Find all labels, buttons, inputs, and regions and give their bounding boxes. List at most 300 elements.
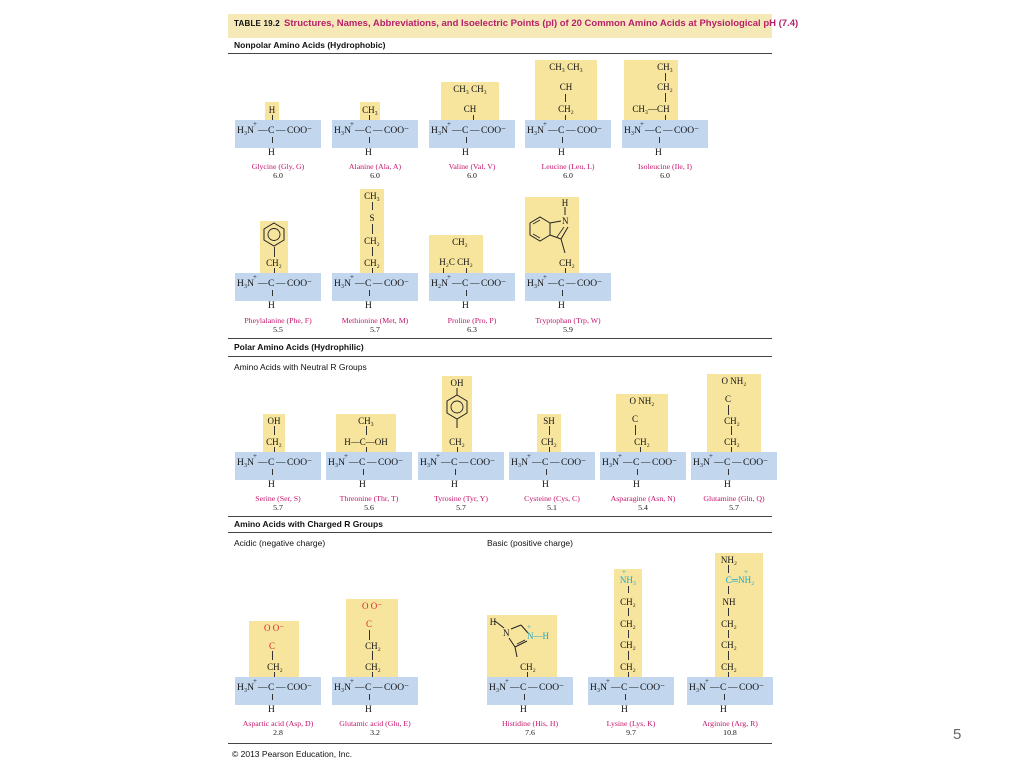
charge-label: + bbox=[344, 452, 348, 460]
page-number: 5 bbox=[953, 726, 962, 743]
r-group-label: CH₂ bbox=[452, 237, 468, 247]
amine-label: H₃N bbox=[693, 458, 711, 468]
amino-acid-name: Tryptophan (Trp, W) bbox=[535, 316, 601, 325]
r-group-label: CH₂ bbox=[266, 258, 282, 268]
amine-label: H₃N bbox=[334, 279, 352, 289]
r-group-label: C bbox=[631, 414, 638, 424]
carboxylate-label: COO⁻ bbox=[378, 458, 404, 468]
r-group-label: CH₂ bbox=[620, 662, 636, 672]
alpha-carbon-label: C bbox=[633, 458, 640, 468]
hydrogen-label: H bbox=[462, 301, 469, 311]
r-group-label: CH₂ bbox=[449, 437, 465, 447]
r-group-label: CH₂ bbox=[620, 597, 636, 607]
r-group-label: C bbox=[268, 641, 275, 651]
bond-line bbox=[274, 247, 275, 257]
alpha-carbon-label: C bbox=[451, 458, 458, 468]
bond-line bbox=[272, 469, 273, 475]
charge-label: + bbox=[350, 120, 354, 128]
amino-acid-name: Cysteine (Cys, C) bbox=[524, 494, 580, 503]
bond-line bbox=[369, 290, 370, 296]
hydrogen-label: H bbox=[724, 480, 731, 490]
isoelectric-point: 6.3 bbox=[467, 325, 477, 334]
bond-line bbox=[635, 425, 636, 435]
r-group-label: CH₂ bbox=[365, 641, 381, 651]
alpha-carbon-label: C bbox=[621, 683, 628, 693]
hydrogen-label: H bbox=[365, 301, 372, 311]
isoelectric-point: 10.8 bbox=[723, 728, 737, 737]
charge-label: + bbox=[618, 452, 622, 460]
bond-line bbox=[628, 608, 629, 616]
r-group-label: CH₃ bbox=[358, 416, 374, 426]
r-group-label: C bbox=[724, 394, 731, 404]
section-polar: Polar Amino Acids (Hydrophilic) bbox=[234, 342, 364, 352]
r-group-label: OH bbox=[450, 378, 464, 388]
r-group-label: O O⁻ bbox=[264, 623, 284, 633]
bond-label: — bbox=[566, 126, 576, 136]
amino-acid-name: Glutamic acid (Glu, E) bbox=[339, 719, 411, 728]
r-group-label: CH₂ bbox=[724, 416, 740, 426]
divider bbox=[228, 53, 772, 54]
charge-label: + bbox=[640, 120, 644, 128]
bond-line bbox=[562, 137, 563, 143]
r-group-label: H bbox=[561, 198, 569, 208]
amine-label: H₃N bbox=[511, 458, 529, 468]
bond-label: — bbox=[276, 683, 286, 693]
r-group-label: C bbox=[365, 619, 372, 629]
r-group-label: CH₂ bbox=[364, 258, 380, 268]
bond-line bbox=[369, 630, 370, 640]
r-group-label: C═NH₂ bbox=[725, 575, 755, 585]
r-group-label: H—C—OH bbox=[344, 437, 388, 447]
r-group-label: SH bbox=[543, 416, 555, 426]
indole-ring-icon bbox=[527, 207, 577, 253]
bond-label: — bbox=[548, 126, 558, 136]
bond-line bbox=[665, 93, 666, 102]
bond-label: — bbox=[550, 458, 560, 468]
phenol-ring-icon bbox=[443, 388, 471, 428]
bond-line bbox=[524, 694, 525, 700]
bond-label: — bbox=[528, 683, 538, 693]
carboxylate-label: COO⁻ bbox=[287, 126, 313, 136]
alpha-carbon-label: C bbox=[462, 279, 469, 289]
r-group-label: CH₂ bbox=[266, 437, 282, 447]
bond-line bbox=[728, 405, 729, 415]
r-group-label: CH bbox=[559, 82, 573, 92]
amine-label: H₃N bbox=[328, 458, 346, 468]
bond-label: — bbox=[349, 458, 359, 468]
bond-label: — bbox=[373, 279, 383, 289]
copyright: © 2013 Pearson Education, Inc. bbox=[232, 749, 353, 759]
hydrogen-label: H bbox=[365, 148, 372, 158]
amine-label: H₃N bbox=[527, 126, 545, 136]
isoelectric-point: 5.7 bbox=[456, 503, 466, 512]
isoelectric-point: 6.0 bbox=[563, 171, 573, 180]
bond-label: — bbox=[732, 458, 742, 468]
amine-label: H₃N bbox=[602, 458, 620, 468]
isoelectric-point: 5.7 bbox=[729, 503, 739, 512]
amine-label: H₃N bbox=[334, 126, 352, 136]
carboxylate-label: COO⁻ bbox=[577, 126, 603, 136]
amino-acid-name: Glycine (Gly, G) bbox=[251, 162, 305, 171]
r-group-label: CH₂ bbox=[634, 437, 650, 447]
bond-line bbox=[372, 651, 373, 660]
carboxylate-label: COO⁻ bbox=[577, 279, 603, 289]
isoelectric-point: 9.7 bbox=[626, 728, 636, 737]
bond-line bbox=[565, 94, 566, 102]
charge-label: + bbox=[253, 273, 257, 281]
bond-line bbox=[728, 565, 729, 573]
amine-label: H₃N bbox=[527, 279, 545, 289]
amino-acid-name: Threonine (Thr, T) bbox=[339, 494, 399, 503]
alpha-carbon-label: C bbox=[268, 683, 275, 693]
r-group-label: CH₂ bbox=[364, 236, 380, 246]
bond-label: — bbox=[623, 458, 633, 468]
alpha-carbon-label: C bbox=[365, 279, 372, 289]
bond-label: — bbox=[276, 279, 286, 289]
alpha-carbon-label: C bbox=[268, 279, 275, 289]
charge-label: + bbox=[709, 452, 713, 460]
r-group-label: CH₂ bbox=[541, 437, 557, 447]
r-group-label: S bbox=[369, 213, 375, 223]
amino-acid-name: Lysine (Lys, K) bbox=[606, 719, 656, 728]
bond-label: — bbox=[373, 683, 383, 693]
isoelectric-point: 5.1 bbox=[547, 503, 557, 512]
amine-label: H₃N bbox=[590, 683, 608, 693]
amino-acid-name: Serine (Ser, S) bbox=[255, 494, 301, 503]
bond-line bbox=[372, 247, 373, 256]
charge-label: + bbox=[253, 452, 257, 460]
bond-line bbox=[724, 694, 725, 700]
charge-label: + bbox=[622, 568, 626, 576]
divider bbox=[228, 743, 772, 744]
r-group-label: CH₃ CH₃ bbox=[453, 84, 487, 94]
carboxylate-label: COO⁻ bbox=[481, 126, 507, 136]
hydrogen-label: H bbox=[558, 148, 565, 158]
bond-line bbox=[637, 469, 638, 475]
amino-acid-name: Leucine (Leu, L) bbox=[541, 162, 595, 171]
amino-acid-name: Glutamine (Gln, Q) bbox=[703, 494, 765, 503]
carboxylate-label: COO⁻ bbox=[287, 458, 313, 468]
benzene-ring-icon bbox=[261, 221, 287, 249]
divider bbox=[228, 532, 772, 533]
bond-label: — bbox=[276, 458, 286, 468]
bond-line bbox=[659, 137, 660, 143]
bond-line bbox=[625, 694, 626, 700]
charge-label: + bbox=[606, 677, 610, 685]
hydrogen-label: H bbox=[542, 480, 549, 490]
r-group-label: H bbox=[268, 105, 276, 115]
amino-acid-name: Arginine (Arg, R) bbox=[702, 719, 758, 728]
bond-line bbox=[363, 469, 364, 475]
svg-text:N: N bbox=[503, 628, 510, 638]
bond-line bbox=[372, 202, 373, 210]
bond-label: — bbox=[470, 279, 480, 289]
section-acidic: Acidic (negative charge) bbox=[234, 538, 326, 548]
charge-label: + bbox=[705, 677, 709, 685]
table-title: Structures, Names, Abbreviations, and Isoelectric Points (pI) of 20 Common Amino Acids at Physiological pH (7.4) bbox=[284, 18, 799, 29]
charge-label: + bbox=[253, 120, 257, 128]
alpha-carbon-label: C bbox=[720, 683, 727, 693]
carboxylate-label: COO⁻ bbox=[481, 279, 507, 289]
bond-label: — bbox=[373, 126, 383, 136]
amino-acid-name: Histidine (His, H) bbox=[501, 719, 559, 728]
bond-line bbox=[272, 137, 273, 143]
bond-line bbox=[731, 426, 732, 435]
r-group-label: O NH₂ bbox=[721, 376, 747, 386]
r-group-label: CH₃ bbox=[362, 105, 378, 115]
isoelectric-point: 5.4 bbox=[638, 503, 648, 512]
alpha-carbon-label: C bbox=[365, 126, 372, 136]
bond-line bbox=[728, 608, 729, 616]
alpha-carbon-label: C bbox=[359, 458, 366, 468]
r-group-label: OH bbox=[267, 416, 281, 426]
bond-line bbox=[366, 426, 367, 435]
bond-label: — bbox=[441, 458, 451, 468]
isoelectric-point: 2.8 bbox=[273, 728, 283, 737]
bond-label: — bbox=[459, 458, 469, 468]
amino-acid-name: Aspartic acid (Asp, D) bbox=[242, 719, 314, 728]
isoelectric-point: 3.2 bbox=[370, 728, 380, 737]
hydrogen-label: H bbox=[268, 480, 275, 490]
bond-label: — bbox=[367, 458, 377, 468]
carboxylate-label: COO⁻ bbox=[539, 683, 565, 693]
isoelectric-point: 5.5 bbox=[273, 325, 283, 334]
bond-label: — bbox=[710, 683, 720, 693]
carboxylate-label: COO⁻ bbox=[674, 126, 700, 136]
r-group-label: CH₂ bbox=[724, 437, 740, 447]
bond-line bbox=[466, 290, 467, 296]
bond-label: — bbox=[663, 126, 673, 136]
amino-acid-name: Asparagine (Asn, N) bbox=[610, 494, 676, 503]
hydrogen-label: H bbox=[462, 148, 469, 158]
bond-label: — bbox=[355, 683, 365, 693]
bond-line bbox=[562, 290, 563, 296]
r-group-label: CH₂ bbox=[620, 619, 636, 629]
alpha-carbon-label: C bbox=[724, 458, 731, 468]
amine-label: H₃N bbox=[237, 458, 255, 468]
charge-label: + bbox=[253, 677, 257, 685]
alpha-carbon-label: C bbox=[520, 683, 527, 693]
r-group-label: CH bbox=[463, 104, 477, 114]
hydrogen-label: H bbox=[720, 705, 727, 715]
isoelectric-point: 5.7 bbox=[273, 503, 283, 512]
r-group-box bbox=[715, 553, 763, 677]
amine-label: H₂N bbox=[431, 279, 449, 289]
carboxylate-label: COO⁻ bbox=[743, 458, 769, 468]
bond-label: — bbox=[258, 279, 268, 289]
bond-label: — bbox=[611, 683, 621, 693]
carboxylate-label: COO⁻ bbox=[287, 683, 313, 693]
amino-acid-name: Isoleucine (Ile, I) bbox=[638, 162, 692, 171]
r-group-label: H₂C CH₂ bbox=[439, 257, 473, 267]
carboxylate-label: COO⁻ bbox=[384, 683, 410, 693]
bond-line bbox=[369, 694, 370, 700]
alpha-carbon-label: C bbox=[542, 458, 549, 468]
alpha-carbon-label: C bbox=[462, 126, 469, 136]
r-group-label: CH₂ bbox=[721, 662, 737, 672]
divider bbox=[228, 356, 772, 357]
bond-label: — bbox=[452, 279, 462, 289]
bond-line bbox=[728, 469, 729, 475]
bond-line bbox=[549, 426, 550, 435]
charge-label: + bbox=[527, 452, 531, 460]
amino-acid-name: Pheylalanine (Phe, F) bbox=[244, 316, 312, 325]
bond-label: — bbox=[566, 279, 576, 289]
charge-label: + bbox=[543, 273, 547, 281]
carboxylate-label: COO⁻ bbox=[287, 279, 313, 289]
r-group-label: CH₂ bbox=[559, 258, 575, 268]
carboxylate-label: COO⁻ bbox=[384, 126, 410, 136]
r-group-label: H bbox=[489, 617, 497, 627]
bond-label: — bbox=[258, 126, 268, 136]
section-neutral: Amino Acids with Neutral R Groups bbox=[234, 362, 367, 372]
r-group-label: N—H bbox=[527, 631, 549, 641]
isoelectric-point: 6.0 bbox=[273, 171, 283, 180]
charge-label: + bbox=[350, 273, 354, 281]
bond-line bbox=[272, 651, 273, 660]
isoelectric-point: 5.7 bbox=[370, 325, 380, 334]
charge-label: + bbox=[505, 677, 509, 685]
section-charged: Amino Acids with Charged R Groups bbox=[234, 519, 383, 529]
r-group-label: CH₂ bbox=[721, 640, 737, 650]
bond-label: — bbox=[276, 126, 286, 136]
r-group-label: O O⁻ bbox=[362, 601, 382, 611]
bond-label: — bbox=[532, 458, 542, 468]
amine-label: H₃N bbox=[624, 126, 642, 136]
hydrogen-label: H bbox=[268, 705, 275, 715]
bond-line bbox=[272, 694, 273, 700]
bond-label: — bbox=[355, 279, 365, 289]
section-nonpolar: Nonpolar Amino Acids (Hydrophobic) bbox=[234, 40, 386, 50]
amine-label: H₃N bbox=[489, 683, 507, 693]
isoelectric-point: 6.0 bbox=[660, 171, 670, 180]
r-group-label: CH₃ bbox=[657, 62, 673, 72]
amine-label: H₃N bbox=[237, 279, 255, 289]
hydrogen-label: H bbox=[365, 705, 372, 715]
charge-label: + bbox=[447, 273, 451, 281]
bond-line bbox=[369, 137, 370, 143]
hydrogen-label: H bbox=[268, 148, 275, 158]
bond-line bbox=[274, 426, 275, 435]
hydrogen-label: H bbox=[359, 480, 366, 490]
amino-acid-name: Proline (Pro, P) bbox=[447, 316, 497, 325]
bond-label: — bbox=[470, 126, 480, 136]
bond-line bbox=[372, 224, 373, 234]
bond-label: — bbox=[258, 683, 268, 693]
amine-label: H₃N bbox=[334, 683, 352, 693]
carboxylate-label: COO⁻ bbox=[640, 683, 666, 693]
r-group-label: CH₂ bbox=[365, 662, 381, 672]
bond-label: — bbox=[548, 279, 558, 289]
bond-line bbox=[455, 469, 456, 475]
r-group-label: NH₃ bbox=[619, 575, 637, 585]
alpha-carbon-label: C bbox=[268, 458, 275, 468]
bond-label: — bbox=[714, 458, 724, 468]
alpha-carbon-label: C bbox=[558, 126, 565, 136]
charge-label: + bbox=[350, 677, 354, 685]
amine-label: H₃N bbox=[689, 683, 707, 693]
charge-label: + bbox=[436, 452, 440, 460]
r-group-label: NH₂ bbox=[720, 555, 738, 565]
bond-line bbox=[628, 586, 629, 593]
isoelectric-point: 7.6 bbox=[525, 728, 535, 737]
amine-label: H₃N bbox=[431, 126, 449, 136]
r-group-label: NH bbox=[722, 597, 736, 607]
carboxylate-label: COO⁻ bbox=[739, 683, 765, 693]
alpha-carbon-label: C bbox=[365, 683, 372, 693]
hydrogen-label: H bbox=[633, 480, 640, 490]
bond-line bbox=[728, 630, 729, 638]
bond-line bbox=[272, 290, 273, 296]
bond-label: — bbox=[645, 126, 655, 136]
r-group-label: CH₃ bbox=[364, 191, 380, 201]
bond-label: — bbox=[258, 458, 268, 468]
isoelectric-point: 5.9 bbox=[563, 325, 573, 334]
amino-acid-name: Methionine (Met, M) bbox=[341, 316, 409, 325]
hydrogen-label: H bbox=[520, 705, 527, 715]
hydrogen-label: H bbox=[558, 301, 565, 311]
hydrogen-label: H bbox=[655, 148, 662, 158]
amine-label: H₃N bbox=[237, 126, 255, 136]
bond-label: — bbox=[629, 683, 639, 693]
amino-acid-name: Tyrosine (Tyr, Y) bbox=[434, 494, 488, 503]
amine-label: H₃N bbox=[237, 683, 255, 693]
alpha-carbon-label: C bbox=[558, 279, 565, 289]
r-group-label: O NH₂ bbox=[629, 396, 655, 406]
carboxylate-label: COO⁻ bbox=[470, 458, 496, 468]
bond-line bbox=[546, 469, 547, 475]
r-group-label: CH₂ bbox=[721, 619, 737, 629]
bond-line bbox=[628, 651, 629, 660]
hydrogen-label: H bbox=[268, 301, 275, 311]
bond-label: — bbox=[510, 683, 520, 693]
carboxylate-label: COO⁻ bbox=[652, 458, 678, 468]
bond-line bbox=[728, 651, 729, 660]
amino-acid-name: Valine (Val, V) bbox=[448, 162, 496, 171]
isoelectric-point: 5.6 bbox=[364, 503, 374, 512]
bond-line bbox=[665, 73, 666, 81]
table-label: TABLE 19.2 bbox=[234, 19, 280, 28]
divider bbox=[228, 338, 772, 339]
svg-text:N: N bbox=[562, 216, 569, 226]
bond-line bbox=[628, 630, 629, 638]
r-group-label: CH₂ bbox=[520, 662, 536, 672]
carboxylate-label: COO⁻ bbox=[561, 458, 587, 468]
r-group-label: CH₂ bbox=[657, 82, 673, 92]
bond-label: — bbox=[452, 126, 462, 136]
charge-label: + bbox=[447, 120, 451, 128]
bond-line bbox=[728, 586, 729, 594]
bond-label: — bbox=[355, 126, 365, 136]
hydrogen-label: H bbox=[451, 480, 458, 490]
bond-label: — bbox=[641, 458, 651, 468]
divider bbox=[228, 516, 772, 517]
r-group-label: CH₃ CH₃ bbox=[549, 62, 583, 72]
charge-label: + bbox=[543, 120, 547, 128]
bond-line bbox=[466, 137, 467, 143]
alpha-carbon-label: C bbox=[268, 126, 275, 136]
r-group-label: CH₂ bbox=[267, 662, 283, 672]
r-group-label: CH₂ bbox=[620, 640, 636, 650]
amine-label: H₃N bbox=[420, 458, 438, 468]
r-group-label: CH₃—CH bbox=[632, 104, 670, 114]
amino-acid-name: Alanine (Ala, A) bbox=[348, 162, 402, 171]
section-basic: Basic (positive charge) bbox=[487, 538, 573, 548]
r-group-label: CH₂ bbox=[558, 104, 574, 114]
isoelectric-point: 6.0 bbox=[467, 171, 477, 180]
charge-label: + bbox=[744, 568, 748, 576]
isoelectric-point: 6.0 bbox=[370, 171, 380, 180]
